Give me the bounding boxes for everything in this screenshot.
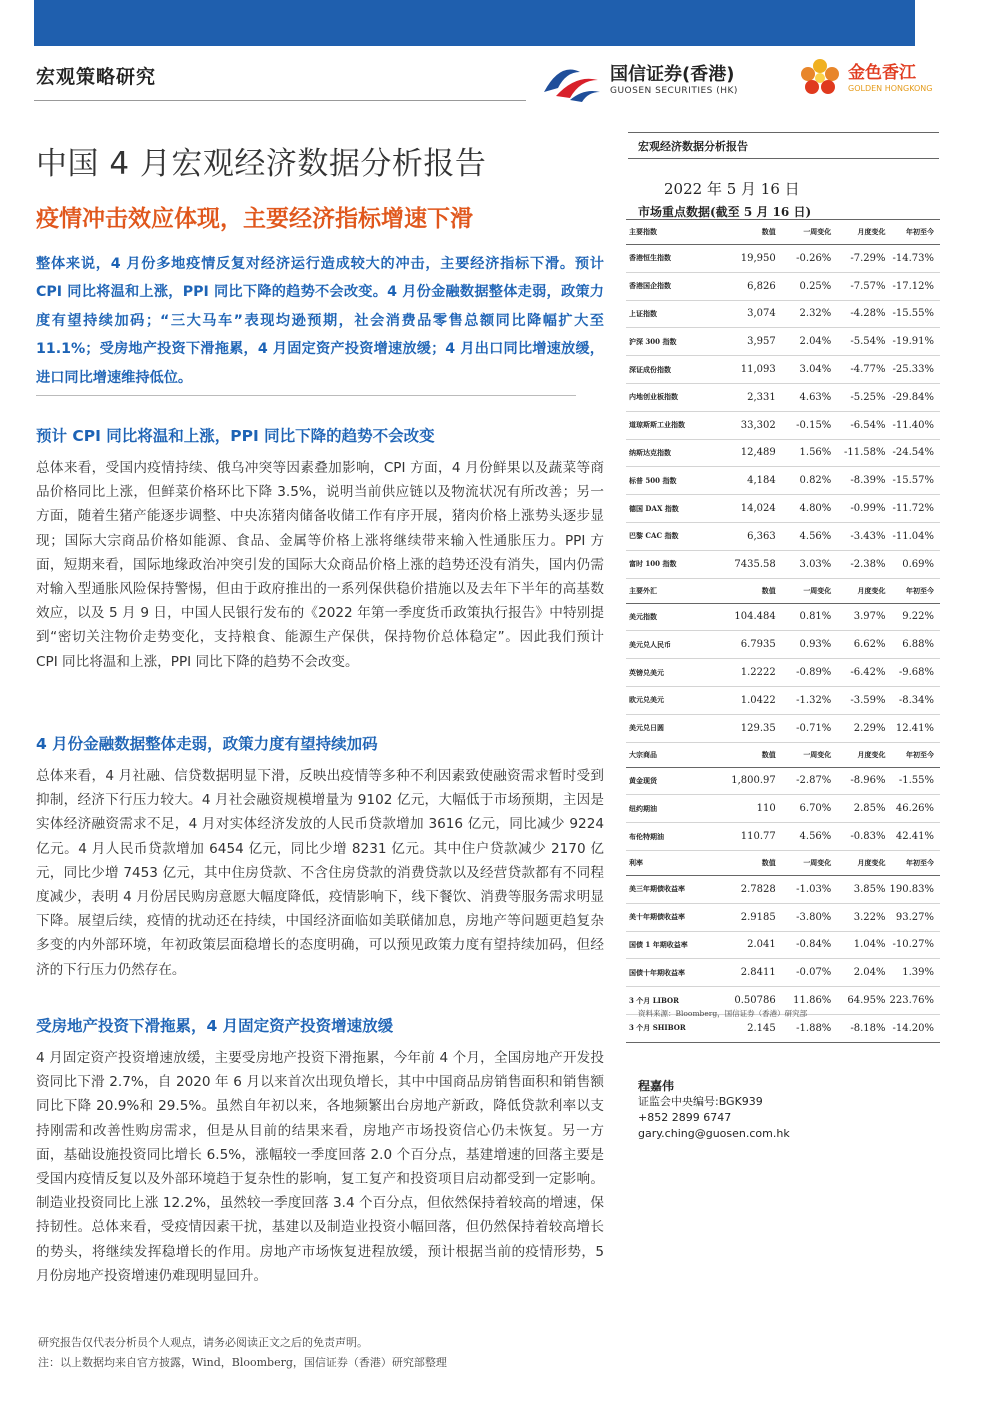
report-series-label: 宏观策略研究: [36, 66, 157, 88]
row-value: -1.55%: [890, 767, 941, 795]
section-heading: 受房地产投资下滑拖累，4 月固定资产投资增速放缓: [36, 1017, 394, 1035]
section-heading: 4 月份金融数据整体走弱，政策力度有望持续加码: [36, 735, 378, 753]
section-finance: [36, 732, 604, 982]
row-value: 2.04%: [782, 328, 836, 356]
row-label: 深证成份指数: [626, 356, 725, 384]
table-row: [626, 931, 940, 959]
row-value: 1.39%: [890, 959, 941, 987]
table-row: [626, 767, 940, 795]
row-value: 2.7828: [725, 875, 782, 903]
row-value: -0.71%: [782, 714, 836, 742]
row-value: -8.39%: [835, 467, 889, 495]
row-label: 美元兑人民币: [626, 631, 725, 659]
header-cell: 月度变化: [835, 578, 889, 603]
row-value: 2.85%: [835, 795, 889, 823]
row-value: 0.93%: [782, 631, 836, 659]
row-label: 3 个月 SHIBOR: [626, 1014, 725, 1042]
row-value: 2.32%: [782, 300, 836, 328]
row-value: -10.27%: [890, 931, 941, 959]
row-value: -3.80%: [782, 903, 836, 931]
report-subtitle: 疫情冲击效应体现，主要经济指标增速下滑: [36, 206, 473, 232]
author-license: 证监会中央编号:BGK939: [638, 1095, 763, 1108]
author-email[interactable]: gary.ching@guosen.com.hk: [638, 1127, 790, 1140]
row-label: 国债十年期收益率: [626, 959, 725, 987]
row-value: -17.12%: [890, 272, 941, 300]
row-value: 0.25%: [782, 272, 836, 300]
row-label: 沪深 300 指数: [626, 328, 725, 356]
header-divider: [34, 100, 526, 101]
row-label: 美三年期债收益率: [626, 875, 725, 903]
row-value: 19,950: [725, 245, 782, 273]
table-row: [626, 356, 940, 384]
row-value: 2.04%: [835, 959, 889, 987]
table-header-row: [626, 850, 940, 875]
row-value: 0.81%: [782, 603, 836, 631]
row-value: 2.8411: [725, 959, 782, 987]
table-row: [626, 959, 940, 987]
row-value: 1.0422: [725, 686, 782, 714]
header-cell: 月度变化: [835, 220, 889, 245]
row-value: 11,093: [725, 356, 782, 384]
golden-flower-icon: [796, 54, 844, 100]
guosen-logo-cn: 国信证券(香港): [610, 64, 735, 85]
table-row: [626, 467, 940, 495]
table-row: [626, 439, 940, 467]
header-cell: 年初至今: [890, 578, 941, 603]
header-cell: 利率: [626, 850, 725, 875]
golden-hongkong-cn: 金色香江: [848, 63, 916, 83]
row-value: 2.145: [725, 1014, 782, 1042]
table-row: [626, 383, 940, 411]
table-source-note: 资料来源：Bloomberg，国信证券（香港）研究部: [638, 1009, 808, 1018]
table-row: [626, 795, 940, 823]
row-label: 香港恒生指数: [626, 245, 725, 273]
row-value: 3,074: [725, 300, 782, 328]
sidebar-top-rule: [628, 132, 939, 133]
table-row: [626, 903, 940, 931]
row-value: 1.04%: [835, 931, 889, 959]
report-date: 2022 年 5 月 16 日: [664, 180, 800, 198]
row-value: -0.26%: [782, 245, 836, 273]
row-value: 64.95%: [835, 987, 889, 1015]
header-cell: 月度变化: [835, 850, 889, 875]
header-cell: 数值: [725, 220, 782, 245]
table-row: [626, 603, 940, 631]
row-value: -15.57%: [890, 467, 941, 495]
section-body: 4 月固定资产投资增速放缓，主要受房地产投资下滑拖累，今年前 4 个月，全国房地产开发投资同比下滑 2.7%，自 2020 年 6 月以来首次出现负增长，其中中国商品房销售面积和销售额同比下降 20.9%和 29.5%。虽然自年初以来，各地频繁出台房地产新政，降低贷款利率以支持刚需和改善性购房需求，但是从目前的结果来看，房地产市场投资信心仍未恢复。另一方面，基础设施投资同比增长 6.5%，涨幅较一季度回落 2.0 个百分点，基建增速的回落主要是受国内疫情反复以及外部环境趋于复杂性的影响，复工复产和投资项目启动都受到一定影响。制造业投资同比上涨 12.2%，虽然较一季度回落 3.4 个百分点，但依然保持着较高的增速，保持韧性。总体来看，受疫情因素干扰，基建以及制造业投资小幅回落，但仍然保持着较高增长的势头，将继续发挥稳增长的作用。房地产市场恢复进程放缓，预计根据当前的疫情形势，5 月份房地产投资增速仍难现明显回升。: [36, 1050, 604, 1284]
table-row: [626, 495, 940, 523]
row-value: 104.484: [725, 603, 782, 631]
row-label: 内地创业板指数: [626, 383, 725, 411]
row-label: 布伦特期油: [626, 823, 725, 851]
row-value: -5.25%: [835, 383, 889, 411]
sidebar-heading-rule: [628, 158, 939, 159]
row-value: -11.04%: [890, 522, 941, 550]
row-value: -1.88%: [782, 1014, 836, 1042]
section-body: 总体来看，受国内疫情持续、俄乌冲突等因素叠加影响，CPI 方面，4 月份鲜果以及蔬菜等商品价格同比上涨，但鲜菜价格环比下降 3.5%，说明当前供应链以及物流状况有所改善；另一方面，随着生猪产能逐步调整、中央冻猪肉储备收储工作有序开展，猪肉价格上涨势头逐步显现；国际大宗商品价格如能源、食品、金属等价格上涨将继续带来输入性通胀压力。PPI 方面，短期来看，国际地缘政治冲突引发的国际大众商品价格上涨的趋势还没有消失，国内仍需对输入型通胀风险保持警惕，但由于政府推出的一系列保供稳价措施以及去年下半年的高基数效应，以及 5 月 9 日，中国人民银行发布的《2022 年第一季度货币政策执行报告》中特别提到“密切关注物价走势变化，支持粮食、能源生产保供，保持物价总体稳定”。因此我们预计 CPI 同比将温和上涨，PPI 同比下降的趋势不会改变。: [36, 460, 604, 670]
section-heading: 预计 CPI 同比将温和上涨，PPI 同比下降的趋势不会改变: [36, 427, 435, 445]
header-cell: 一周变化: [782, 220, 836, 245]
market-data-table: [626, 219, 940, 1043]
row-value: -11.58%: [835, 439, 889, 467]
row-label: 英镑兑美元: [626, 659, 725, 687]
header-cell: 年初至今: [890, 742, 941, 767]
row-value: 42.41%: [890, 823, 941, 851]
row-value: 4.56%: [782, 522, 836, 550]
table-row: [626, 272, 940, 300]
row-value: -2.38%: [835, 550, 889, 578]
row-value: -2.87%: [782, 767, 836, 795]
row-value: -14.73%: [890, 245, 941, 273]
row-value: 4,184: [725, 467, 782, 495]
row-value: -8.18%: [835, 1014, 889, 1042]
header-cell: 大宗商品: [626, 742, 725, 767]
row-label: 美元兑日圆: [626, 714, 725, 742]
row-value: 33,302: [725, 411, 782, 439]
row-value: 7435.58: [725, 550, 782, 578]
table-row: [626, 245, 940, 273]
disclaimer-note: 研究报告仅代表分析员个人观点，请务必阅读正文之后的免责声明。: [38, 1336, 368, 1349]
row-value: -6.54%: [835, 411, 889, 439]
author-block: [638, 1078, 790, 1142]
row-value: 2.9185: [725, 903, 782, 931]
row-label: 美十年期债收益率: [626, 903, 725, 931]
header-cell: 年初至今: [890, 850, 941, 875]
row-value: -4.28%: [835, 300, 889, 328]
row-value: -1.32%: [782, 686, 836, 714]
row-value: -3.59%: [835, 686, 889, 714]
row-value: -9.68%: [890, 659, 941, 687]
table-header-row: [626, 578, 940, 603]
guosen-logo-en: GUOSEN SECURITIES (HK): [610, 86, 738, 96]
table-row: [626, 300, 940, 328]
top-color-bar: [34, 0, 915, 46]
row-value: -7.29%: [835, 245, 889, 273]
row-value: 9.22%: [890, 603, 941, 631]
row-value: 6,363: [725, 522, 782, 550]
section-cpi-ppi: [36, 424, 604, 674]
row-value: -25.33%: [890, 356, 941, 384]
row-value: -0.84%: [782, 931, 836, 959]
row-label: 道琼斯斯工业指数: [626, 411, 725, 439]
row-value: 6.7935: [725, 631, 782, 659]
row-value: 110: [725, 795, 782, 823]
row-value: -24.54%: [890, 439, 941, 467]
golden-hongkong-logo: [796, 54, 936, 100]
author-phone: +852 2899 6747: [638, 1111, 732, 1124]
row-value: -3.43%: [835, 522, 889, 550]
row-value: 12.41%: [890, 714, 941, 742]
summary-divider: [36, 395, 576, 396]
guosen-logo: [540, 58, 790, 102]
row-value: -11.72%: [890, 495, 941, 523]
row-value: -8.96%: [835, 767, 889, 795]
row-value: -19.91%: [890, 328, 941, 356]
market-data-title: 市场重点数据(截至 5 月 16 日): [638, 205, 812, 219]
row-value: 0.69%: [890, 550, 941, 578]
header-cell: 一周变化: [782, 578, 836, 603]
row-value: 2,331: [725, 383, 782, 411]
row-value: 11.86%: [782, 987, 836, 1015]
row-value: 6.88%: [890, 631, 941, 659]
row-value: -0.99%: [835, 495, 889, 523]
table-row: [626, 659, 940, 687]
header-cell: 年初至今: [890, 220, 941, 245]
row-value: -8.34%: [890, 686, 941, 714]
summary-paragraph: 整体来说，4 月份多地疫情反复对经济运行造成较大的冲击，主要经济指标下滑。预计 CPI 同比将温和上涨，PPI 同比下降的趋势不会改变。4 月份金融数据整体走弱，政策力度有望持续加码；“三大马车”表现均逊预期，社会消费品零售总额同比降幅扩大至 11.1%；受房地产投资下滑拖累，4 月固定资产投资增速放缓；4 月出口同比增速放缓，进口同比增速维持低位。: [36, 256, 604, 386]
header-cell: 一周变化: [782, 850, 836, 875]
row-value: -1.03%: [782, 875, 836, 903]
row-label: 巴黎 CAC 指数: [626, 522, 725, 550]
row-value: -4.77%: [835, 356, 889, 384]
table-row: [626, 686, 940, 714]
header-cell: 月度变化: [835, 742, 889, 767]
row-value: -0.83%: [835, 823, 889, 851]
row-value: 223.76%: [890, 987, 941, 1015]
row-label: 纽约期油: [626, 795, 725, 823]
row-value: -15.55%: [890, 300, 941, 328]
row-value: 3.03%: [782, 550, 836, 578]
row-value: 1.2222: [725, 659, 782, 687]
row-value: 4.80%: [782, 495, 836, 523]
row-value: -7.57%: [835, 272, 889, 300]
row-value: 6,826: [725, 272, 782, 300]
table-row: [626, 714, 940, 742]
row-value: 190.83%: [890, 875, 941, 903]
row-value: -0.15%: [782, 411, 836, 439]
report-title: 中国 4 月宏观经济数据分析报告: [36, 146, 487, 182]
row-value: 0.82%: [782, 467, 836, 495]
table-row: [626, 550, 940, 578]
author-name: 程嘉伟: [638, 1079, 675, 1093]
header-cell: 数值: [725, 742, 782, 767]
row-value: 14,024: [725, 495, 782, 523]
sidebar-heading: 宏观经济数据分析报告: [638, 140, 748, 153]
data-source-note: 注：以上数据均来自官方披露，Wind，Bloomberg，国信证券（香港）研究部整理: [38, 1356, 447, 1369]
row-value: 1,800.97: [725, 767, 782, 795]
row-value: -6.42%: [835, 659, 889, 687]
row-value: 93.27%: [890, 903, 941, 931]
row-value: 0.50786: [725, 987, 782, 1015]
row-value: 129.35: [725, 714, 782, 742]
table-row: [626, 522, 940, 550]
row-label: 黄金现货: [626, 767, 725, 795]
row-value: -14.20%: [890, 1014, 941, 1042]
row-value: -0.89%: [782, 659, 836, 687]
row-value: 4.63%: [782, 383, 836, 411]
row-value: 3.04%: [782, 356, 836, 384]
row-value: 2.041: [725, 931, 782, 959]
guosen-emblem-icon: [540, 58, 602, 102]
row-label: 纳斯达克指数: [626, 439, 725, 467]
row-value: 6.62%: [835, 631, 889, 659]
row-value: -5.54%: [835, 328, 889, 356]
table-header-row: [626, 742, 940, 767]
row-value: 4.56%: [782, 823, 836, 851]
row-value: 3,957: [725, 328, 782, 356]
row-label: 标普 500 指数: [626, 467, 725, 495]
row-value: 3.85%: [835, 875, 889, 903]
row-label: 香港国企指数: [626, 272, 725, 300]
row-value: 1.56%: [782, 439, 836, 467]
row-value: 12,489: [725, 439, 782, 467]
row-value: -0.07%: [782, 959, 836, 987]
table-header-row: [626, 220, 940, 245]
header-cell: 主要外汇: [626, 578, 725, 603]
row-label: 上证指数: [626, 300, 725, 328]
table-row: [626, 411, 940, 439]
section-body: 总体来看，4 月社融、信贷数据明显下滑，反映出疫情等多种不利因素致使融资需求暂时受到抑制，经济下行压力较大。4 月社会融资规模增量为 9102 亿元，大幅低于市场预期，主因是实体经济融资需求不足，4 月对实体经济发放的人民币贷款增加 3616 亿元，同比减少 9224 亿元。4 月人民币贷款增加 6454 亿元，同比少增 8231 亿元。其中住户贷款减少 2170 亿元，同比少增 7453 亿元，其中住房贷款、不含住房贷款的消费贷款以及经营贷款都有不同程度减少，表明 4 月份居民购房意愿大幅度降低，疫情影响下，线下餐饮、消费等服务需求明显下降。展望后续，疫情的扰动还在持续，中国经济面临如美联储加息，房地产等问题更趋复杂多变的内外部环境，年初政策层面稳增长的态度明确，可以预见政策力度有望持续加码，但经济的下行压力仍然存在。: [36, 768, 604, 978]
row-label: 3 个月 LIBOR: [626, 987, 725, 1015]
table-row: [626, 631, 940, 659]
table-row: [626, 328, 940, 356]
header-cell: 数值: [725, 578, 782, 603]
row-value: 2.29%: [835, 714, 889, 742]
table-row: [626, 875, 940, 903]
header-cell: 数值: [725, 850, 782, 875]
section-investment: [36, 1014, 604, 1288]
row-value: 110.77: [725, 823, 782, 851]
row-label: 富时 100 指数: [626, 550, 725, 578]
row-value: 46.26%: [890, 795, 941, 823]
table-row: [626, 823, 940, 851]
row-value: -11.40%: [890, 411, 941, 439]
row-value: 6.70%: [782, 795, 836, 823]
row-label: 德国 DAX 指数: [626, 495, 725, 523]
header-cell: 主要指数: [626, 220, 725, 245]
row-value: -29.84%: [890, 383, 941, 411]
golden-hongkong-en: GOLDEN HONGKONG: [848, 84, 933, 93]
row-value: 3.22%: [835, 903, 889, 931]
row-label: 美元指数: [626, 603, 725, 631]
header-cell: 一周变化: [782, 742, 836, 767]
row-label: 国债 1 年期收益率: [626, 931, 725, 959]
row-label: 欧元兑美元: [626, 686, 725, 714]
row-value: 3.97%: [835, 603, 889, 631]
